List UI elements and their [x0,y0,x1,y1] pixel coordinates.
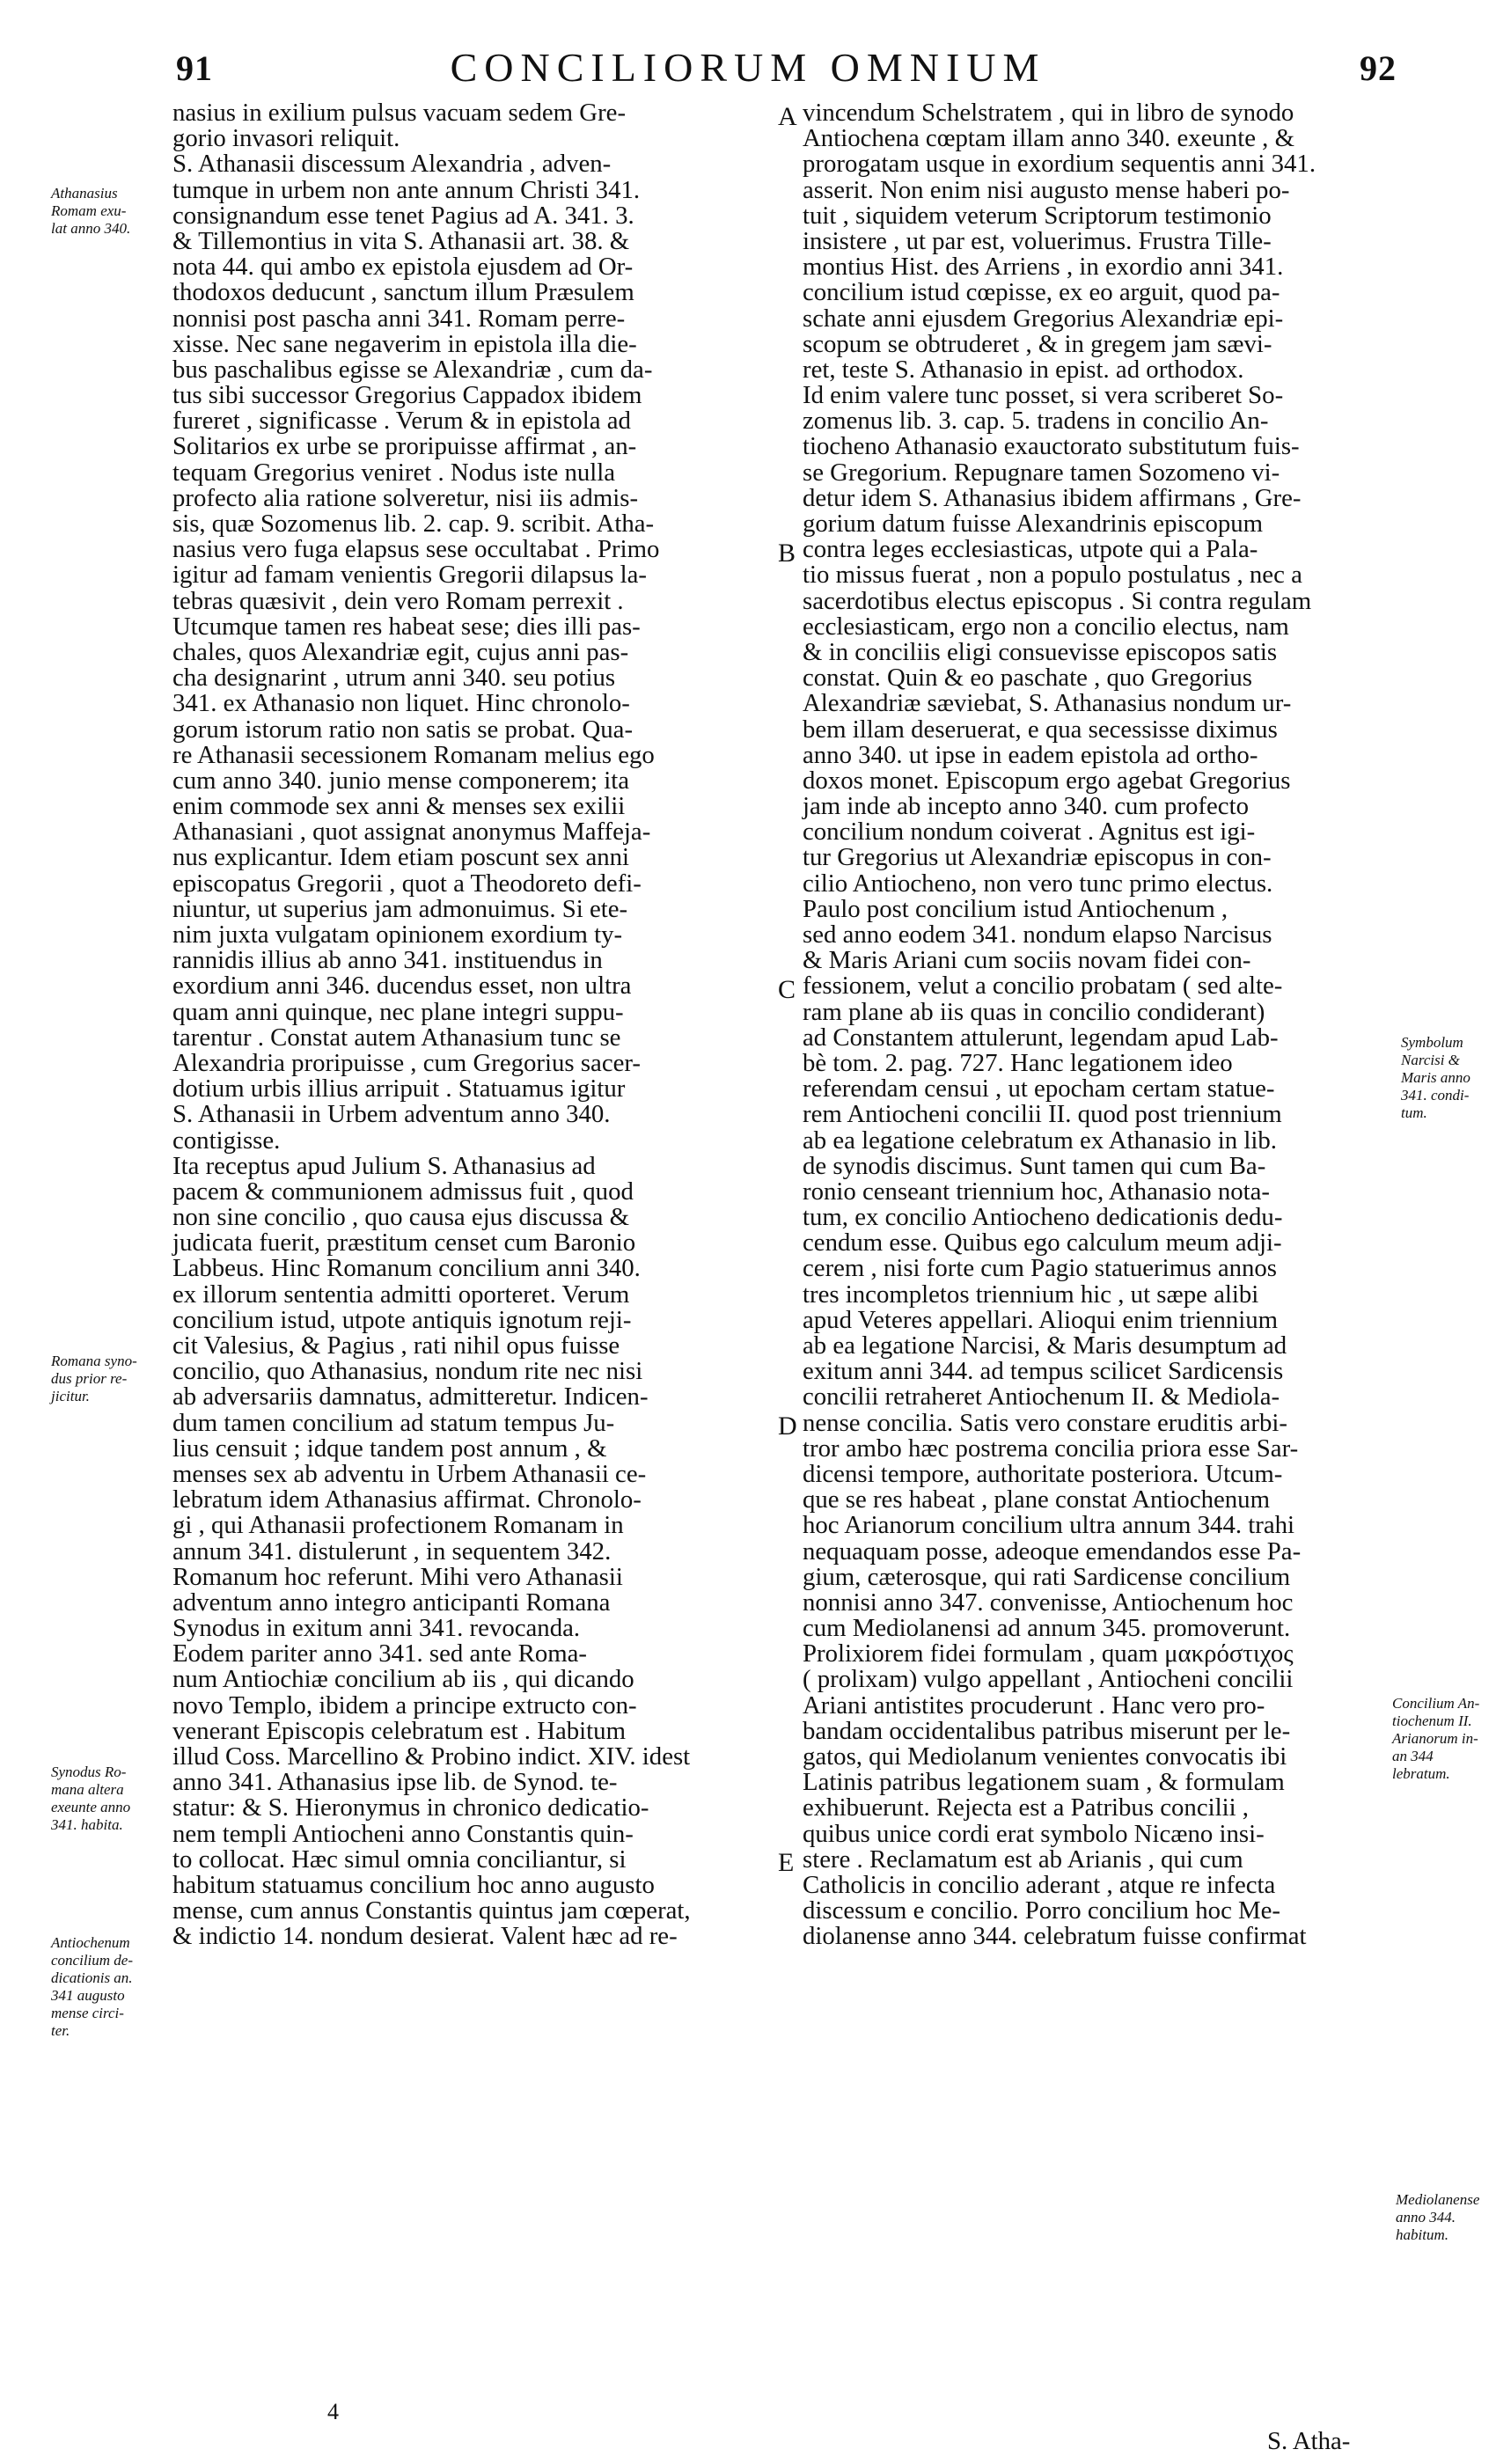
text-line: adventum anno integro anticipanti Romana [172,1588,611,1617]
text-line: cerem , nisi forte cum Pagio statuerimus annos [803,1254,1278,1283]
text-line: sis, quæ Sozomenus lib. 2. cap. 9. scribit. Atha- [172,510,655,538]
text-line: Alexandriæ sæviebat, S. Athanasius nondum ur- [803,689,1292,718]
text-line: profecto alia ratione solveretur, nisi iis admis- [172,483,639,512]
text-line: nim juxta vulgatam opinionem exordium ty- [172,920,623,949]
text-line: ad Constantem attulerunt, legendam apud Lab- [803,1023,1279,1052]
text-line: prorogatam usque in exordium sequentis anni 341. [803,150,1316,179]
text-line: Antiochena cœptam illam anno 340. exeunte , & [803,124,1294,153]
text-line: exordium anni 346. ducendus esset, non ultra [172,972,632,1001]
text-line: & Maris Ariani cum sociis novam fidei con- [803,946,1251,975]
text-line: Alexandria proripuisse , cum Gregorius sacer- [172,1048,641,1077]
signature-mark: 4 [327,2399,339,2424]
text-line: Ita receptus apud Julium S. Athanasius ad [172,1151,596,1180]
text-line: ( prolixam) vulgo appellant , Antiocheni concilii [803,1665,1294,1694]
text-line: ronio censeant triennium hoc, Athanasio nota- [803,1177,1270,1206]
text-line: Synodus in exitum anni 341. revocanda. [172,1614,581,1643]
text-line: schate anni ejusdem Gregorius Alexandriæ epi- [803,304,1284,333]
text-line: & in conciliis eligi consuevisse episcopos satis [803,637,1278,666]
text-line: gatos, qui Mediolanum venientes convocatis ibi [803,1742,1287,1771]
text-line: mense, cum annus Constantis quintus jam cœperat, [172,1896,691,1925]
text-line: Ariani antistites procuderunt . Hanc vero pro- [803,1690,1265,1720]
text-line: insistere , ut par est, voluerimus. Frustra Tille- [803,226,1272,255]
text-line: concilii retraheret Antiochenum II. & Mediola- [803,1382,1280,1412]
text-line: detur idem S. Athanasius ibidem affirmans , Gre- [803,483,1302,512]
running-title: CONCILIORUM OMNIUM [450,45,1046,90]
text-line: tumque in urbem non ante annum Christi 341. [172,175,641,204]
text-line: nense concilia. Satis vero constare eruditis arbi- [803,1408,1287,1437]
text-line: anno 340. ut ipse in eadem epistola ad ortho- [803,740,1258,769]
text-line: tus sibi successor Gregorius Cappadox ibidem [172,381,642,410]
text-line: cum Mediolanensi ad annum 345. promoverunt. [803,1614,1291,1643]
text-line: igitur ad famam venientis Gregorii dilapsus la- [172,561,647,590]
text-line: Prolixiorem fidei formulam , quam μακρόστιχος [803,1639,1294,1668]
text-line: bus paschalibus egisse se Alexandriæ , cum da- [172,355,653,384]
text-line: gorium datum fuisse Alexandrinis episcopum [803,510,1264,538]
section-letter-c: C [778,975,796,1004]
text-line: dum tamen concilium ad statum tempus Ju- [172,1408,615,1437]
margin-note-right-3: Mediolanense anno 344. habitum. [1396,2191,1480,2243]
text-line: Catholicis in concilio aderant , atque re infecta [803,1870,1276,1899]
text-line: non sine concilio , quo causa ejus discussa & [172,1203,630,1232]
text-line: illud Coss. Marcellino & Probino indict. XIV. idest [172,1742,691,1771]
text-line: Athanasiani , quot assignat anonymus Maffeja- [172,818,651,847]
text-line: anno 341. Athanasius ipse lib. de Synod. te- [172,1768,618,1797]
text-line: tequam Gregorius veniret . Nodus iste nulla [172,458,616,487]
text-line: niuntur, ut superius jam admonuimus. Si ete- [172,894,628,923]
text-line: dotium urbis illius arripuit . Statuamus igitur [172,1074,626,1104]
text-line: annum 341. distulerunt , in sequentem 342. [172,1536,612,1566]
text-line: ab ea legatione celebratum ex Athanasio in lib. [803,1126,1277,1155]
text-line: zomenus lib. 3. cap. 5. tradens in concilio An- [803,407,1269,436]
text-line: apud Veteres appellari. Alioqui enim triennium [803,1305,1279,1334]
text-line: nasius vero fuga elapsus sese occultabat . Primo [172,535,660,564]
text-line: rem Antiocheni concilii II. quod post triennium [803,1100,1282,1129]
text-line: 341. ex Athanasio non liquet. Hinc chronolo- [172,689,630,718]
section-letter-b: B [778,539,796,568]
text-line: nonnisi post pascha anni 341. Romam perre- [172,304,626,333]
text-line: fureret , significasse . Verum & in epistola ad [172,407,631,436]
text-line: & Tillemontius in vita S. Athanasii art. 38. & [172,226,630,255]
text-line: ab ea legatione Narcisi, & Maris desumptum ad [803,1331,1287,1360]
text-line: novo Templo, ibidem a principe extructo con- [172,1690,637,1720]
text-line: concilium istud, utpote antiquis ignotum reji- [172,1305,632,1334]
text-line: nonnisi anno 347. convenisse, Antiochenum hoc [803,1588,1294,1617]
text-line: episcopatus Gregorii , quot a Theodoreto defi- [172,869,642,898]
text-line: quibus unice cordi erat symbolo Nicæno insi- [803,1819,1265,1848]
section-letter-e: E [778,1848,795,1877]
text-line: habitum statuamus concilium hoc anno augusto [172,1870,655,1899]
text-line: num Antiochiæ concilium ab iis , qui dicando [172,1665,634,1694]
text-line: exhibuerunt. Rejecta est a Patribus concilii , [803,1793,1249,1822]
text-line: ab adversariis damnatus, admitteretur. Indicen- [172,1382,649,1412]
text-line: doxos monet. Episcopum ergo agebat Gregorius [803,766,1291,795]
text-line: ret, teste S. Athanasio in epist. ad orthodox. [803,355,1244,384]
text-line: gium, cæterosque, qui rati Sardicense concilium [803,1562,1291,1591]
text-line: nequaquam posse, adeoque emendandos esse Pa- [803,1536,1302,1566]
margin-note-left-1: Athanasius Romam exu- lat anno 340. [51,185,131,237]
text-line: dicensi tempore, authoritate posteriora. Utcum- [803,1459,1283,1488]
text-line: statur: & S. Hieronymus in chronico dedicatio- [172,1793,649,1822]
text-line: cum anno 340. junio mense componerem; ita [172,766,630,795]
text-line: scopum se obtruderet , & in gregem jam sævi- [803,329,1272,358]
text-line: re Athanasii secessionem Romanam melius ego [172,740,655,769]
text-line: tres incompletos triennium hic , ut sæpe alibi [803,1280,1259,1309]
text-line: rannidis illius ab anno 341. instituendus in [172,946,603,975]
text-line: tebras quæsivit , dein vero Romam perrexit . [172,586,624,615]
text-line: Eodem pariter anno 341. sed ante Roma- [172,1639,588,1668]
text-line: xisse. Nec sane negaverim in epistola illa die- [172,329,637,358]
text-line: chales, quos Alexandriæ egit, cujus anni pas- [172,637,629,666]
text-line: to collocat. Hæc simul omnia conciliantur, si [172,1844,627,1874]
page-number-right: 92 [1360,48,1397,88]
text-line: gorio invasori reliquit. [172,124,400,153]
section-letter-a: A [778,102,797,131]
text-line: quam anni quinque, nec plane integri suppu- [172,997,624,1026]
text-line: constat. Quin & eo paschate , quo Gregorius [803,664,1253,693]
text-line: tio missus fuerat , non a populo postulatus , nec a [803,561,1302,590]
text-line: nota 44. qui ambo ex epistola ejusdem ad Or- [172,253,634,282]
text-line: referendam censui , ut epocham certam statue- [803,1074,1275,1104]
text-line: cha designarint , utrum anni 340. seu potius [172,664,616,693]
text-line: nem templi Antiocheni anno Constantis quin- [172,1819,634,1848]
margin-note-left-3: Synodus Ro- mana altera exeunte anno 341. habita. [51,1764,131,1833]
text-line: S. Athanasii in Urbem adventum anno 340. [172,1100,611,1129]
text-line: diolanense anno 344. celebratum fuisse confirmat [803,1922,1307,1951]
text-line: cit Valesius, & Pagius , rati nihil opus fuisse [172,1331,620,1360]
margin-note-left-2: Romana syno- dus prior re- jicitur. [51,1353,137,1404]
text-line: montius Hist. des Arriens , in exordio anni 341. [803,253,1284,282]
text-line: bandam occidentalibus patribus miserunt per le- [803,1716,1291,1745]
page-number-left: 91 [176,48,213,88]
text-line: nasius in exilium pulsus vacuam sedem Gre- [172,99,627,127]
text-line: concilium nondum coiverat . Agnitus est igi- [803,818,1256,847]
text-line: tiocheno Athanasio exauctorato substitutum fuis- [803,432,1300,461]
text-line: asserit. Non enim nisi augusto mense haberi po- [803,175,1290,204]
text-line: ex illorum sententia admitti oporteret. Verum [172,1280,630,1309]
text-line: Labbeus. Hinc Romanum concilium anni 340. [172,1254,641,1283]
text-line: enim commode sex anni & menses sex exilii [172,792,626,821]
text-line: sacerdotibus electus episcopus . Si contra regulam [803,586,1312,615]
text-line: gorum istorum ratio non satis se probat. Qua- [172,715,634,744]
text-line: se Gregorium. Repugnare tamen Sozomeno vi- [803,458,1280,487]
text-line: judicata fuerit, præstitum censet cum Baronio [172,1228,636,1258]
text-line: Solitarios ex urbe se proripuisse affirmat , an- [172,432,637,461]
text-line: menses sex ab adventu in Urbem Athanasii ce- [172,1459,647,1488]
text-line: discessum e concilio. Porro concilium hoc Me- [803,1896,1281,1925]
text-line: tur Gregorius ut Alexandriæ episcopus in con- [803,843,1272,872]
section-letter-d: D [778,1412,797,1441]
text-line: tarentur . Constat autem Athanasium tunc se [172,1023,621,1052]
text-line: Id enim valere tunc posset, si vera scriberet So- [803,381,1284,410]
text-line: thodoxos deducunt , sanctum illum Præsulem [172,278,634,307]
text-line: gi , qui Athanasii profectionem Romanam in [172,1511,624,1540]
text-line: vincendum Schelstratem , qui in libro de synodo [803,99,1294,127]
text-line: lebratum idem Athanasius affirmat. Chronolo- [172,1485,642,1514]
text-line: jam inde ab incepto anno 340. cum profecto [803,792,1249,821]
text-line: & indictio 14. nondum desierat. Valent hæc ad re- [172,1922,678,1951]
catchword: S. Atha- [1267,2427,1351,2455]
text-line: exitum anni 344. ad tempus scilicet Sardicensis [803,1357,1284,1386]
text-line: cilio Antiocheno, non vero tunc primo electus. [803,869,1273,898]
text-line: stere . Reclamatum est ab Arianis , qui cum [803,1844,1243,1874]
text-line: consignandum esse tenet Pagius ad A. 341. 3. [172,201,634,230]
text-line: Romanum hoc referunt. Mihi vero Athanasii [172,1562,623,1591]
text-line: concilio, quo Athanasius, nondum rite nec nisi [172,1357,643,1386]
text-line: tum, ex concilio Antiocheno dedicationis dedu- [803,1203,1283,1232]
text-line: contigisse. [172,1126,281,1155]
text-line: ram plane ab iis quas in concilio condiderant) [803,997,1265,1026]
text-line: sed anno eodem 341. nondum elapso Narcisus [803,920,1272,949]
margin-note-right-1: Symbolum Narcisi & Maris anno 341. condi- tum. [1401,1034,1470,1121]
text-line: bem illam deseruerat, e qua secessisse diximus [803,715,1278,744]
margin-note-left-4: Antiochenum concilium de- dicationis an. 341 augusto mense circi- ter. [51,1934,133,2039]
text-line: S. Athanasii discessum Alexandria , adven- [172,150,612,179]
text-line: bè tom. 2. pag. 727. Hanc legationem ideo [803,1048,1233,1077]
text-line: venerant Episcopis celebratum est . Habitum [172,1716,626,1745]
right-text-column [803,100,1419,1950]
text-line: fessionem, velut a concilio probatam ( sed alte- [803,972,1283,1001]
text-line: nus explicantur. Idem etiam poscunt sex anni [172,843,630,872]
text-line: pacem & communionem admissus fuit , quod [172,1177,634,1206]
text-line: concilium istud cœpisse, ex eo arguit, quod pa- [803,278,1280,307]
text-line: Latinis patribus legationem suam , & formulam [803,1768,1285,1797]
left-text-column [172,100,788,1950]
text-line: tror ambo hæc postrema concilia priora esse Sar- [803,1434,1299,1463]
text-line: Paulo post concilium istud Antiochenum , [803,894,1228,923]
text-line: lius censuit ; idque tandem post annum , & [172,1434,607,1463]
margin-note-right-2: Concilium An- tiochenum II. Arianorum in- an 344 lebratum. [1392,1695,1480,1782]
text-line: tuit , siquidem veterum Scriptorum testimonio [803,201,1272,230]
text-line: contra leges ecclesiasticas, utpote qui a Pala- [803,535,1258,564]
text-line: hoc Arianorum concilium ultra annum 344. trahi [803,1511,1295,1540]
text-line: cendum esse. Quibus ego calculum meum adji- [803,1228,1282,1258]
text-line: de synodis discimus. Sunt tamen qui cum Ba- [803,1151,1266,1180]
text-line: ecclesiasticam, ergo non a concilio electus, nam [803,612,1289,641]
text-line: que se res habeat , plane constat Antiochenum [803,1485,1270,1514]
text-line: Utcumque tamen res habeat sese; dies illi pas- [172,612,641,641]
